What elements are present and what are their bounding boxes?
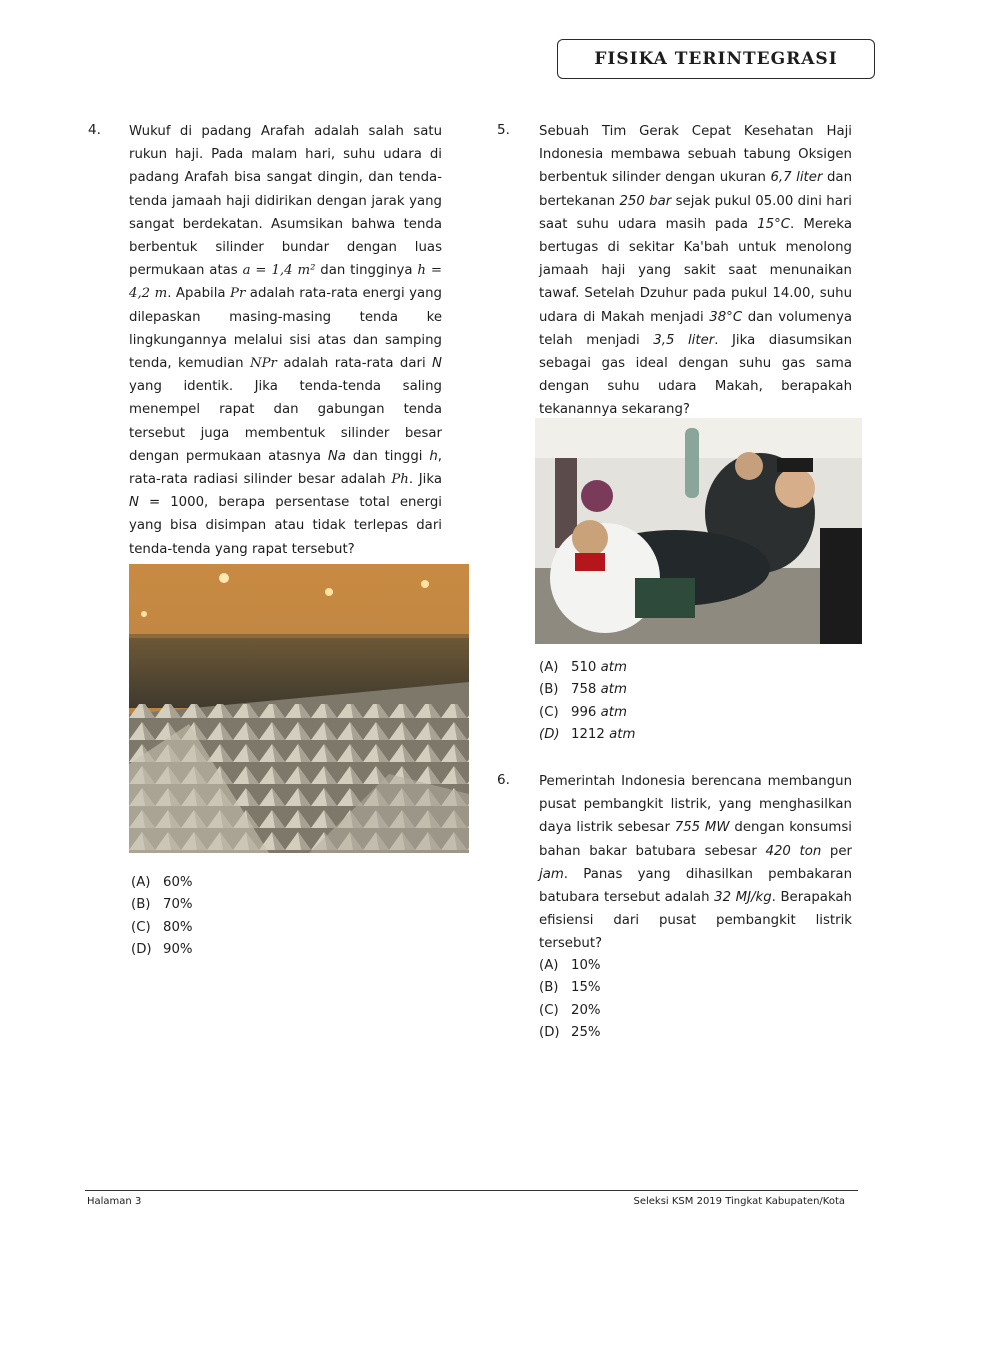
math-area: a = 1,4 m² xyxy=(242,263,316,279)
question-6-options xyxy=(539,955,601,1044)
option-d[interactable]: (D) 1212 atm xyxy=(539,726,636,742)
footer-exam-title: Seleksi KSM 2019 Tingkat Kabupaten/Kota xyxy=(633,1196,845,1207)
option-b[interactable]: (B) 758 atm xyxy=(539,682,627,698)
question-5-number: 5. xyxy=(497,122,510,138)
question-6-text: Pemerintah Indonesia berencana membangun pusat pembangkit listrik, yang menghasilkan daya listrik sebesar 755 MW dengan konsumsi bahan bakar batubara sebesar 420 ton per jam. Panas yang dihasilkan pembakaran batubara tersebut adalah 32 MJ/kg. Berapakah efisiensi dari pusat pembangkit listrik tersebut? xyxy=(539,774,852,952)
question-5-options xyxy=(539,657,635,746)
option-b[interactable]: (B) 15% xyxy=(539,980,601,996)
section-title: FISIKA TERINTEGRASI xyxy=(557,39,875,79)
option-c[interactable]: (C) 20% xyxy=(539,1002,601,1018)
question-5-text: Sebuah Tim Gerak Cepat Kesehatan Haji Indonesia membawa sebuah tabung Oksigen berbentuk silinder dengan ukuran 6,7 liter dan bertekanan 250 bar sejak pukul 05.00 dini hari saat suhu udara masih pada 15°C. Mereka bertugas di sekitar Ka'bah untuk menolong jamaah haji yang sakit saat menunaikan tawaf. Setelah Dzuhur pada pukul 14.00, suhu udara di Makah menjadi 38°C dan volumenya telah menjadi 3,5 liter. Jika diasumsikan sebagai gas ideal dengan suhu gas sama dengan suhu udara Makah, berapakah tekanannya sekarang? xyxy=(539,124,853,418)
option-b[interactable]: (B) 70% xyxy=(131,897,193,913)
math-height: h = 4,2 m xyxy=(129,263,442,302)
option-a[interactable]: (A) 10% xyxy=(539,958,601,973)
question-6-number: 6. xyxy=(497,772,510,788)
footer-divider xyxy=(85,1190,858,1191)
question-4-options xyxy=(131,872,193,961)
option-a[interactable]: (A) 60% xyxy=(131,875,193,890)
page-number: Halaman 3 xyxy=(87,1196,142,1207)
tents-photo xyxy=(129,564,469,853)
option-d[interactable]: (D) 90% xyxy=(131,941,193,957)
option-c[interactable]: (C) 80% xyxy=(131,919,193,935)
option-a[interactable]: (A) 510 atm xyxy=(539,660,627,675)
question-4-text: Wukuf di padang Arafah adalah salah satu rukun haji. Pada malam hari, suhu udara di padang Arafah bisa sangat dingin, dan tenda-tenda jamaah haji didirikan dengan jarak yang sangat berdekatan. Asumsikan bahwa tenda berbentuk silinder bundar dengan luas permukaan atas a = 1,4 m² dan tingginya h = 4,2 m. Apabila Pr adalah rata-rata energi yang dilepaskan masing-masing tenda ke lingkungannya melalui sisi atas dan samping tenda, kemudian NPr adalah rata-rata dari N yang identik. Jika tenda-tenda saling menempel rapat dan gabungan tenda tersebut juga membentuk silinder besar dengan permukaan atasnya Na dan tinggi h, rata-rata radiasi silinder besar adalah Ph. Jika N = 1000, berapa persentase total energi yang bisa disimpan atau tidak terlepas dari tenda-tenda yang rapat tersebut? xyxy=(129,124,442,557)
medical-team-photo xyxy=(535,418,862,644)
option-c[interactable]: (C) 996 atm xyxy=(539,704,627,720)
question-4-number: 4. xyxy=(88,122,101,138)
option-d[interactable]: (D) 25% xyxy=(539,1024,601,1040)
